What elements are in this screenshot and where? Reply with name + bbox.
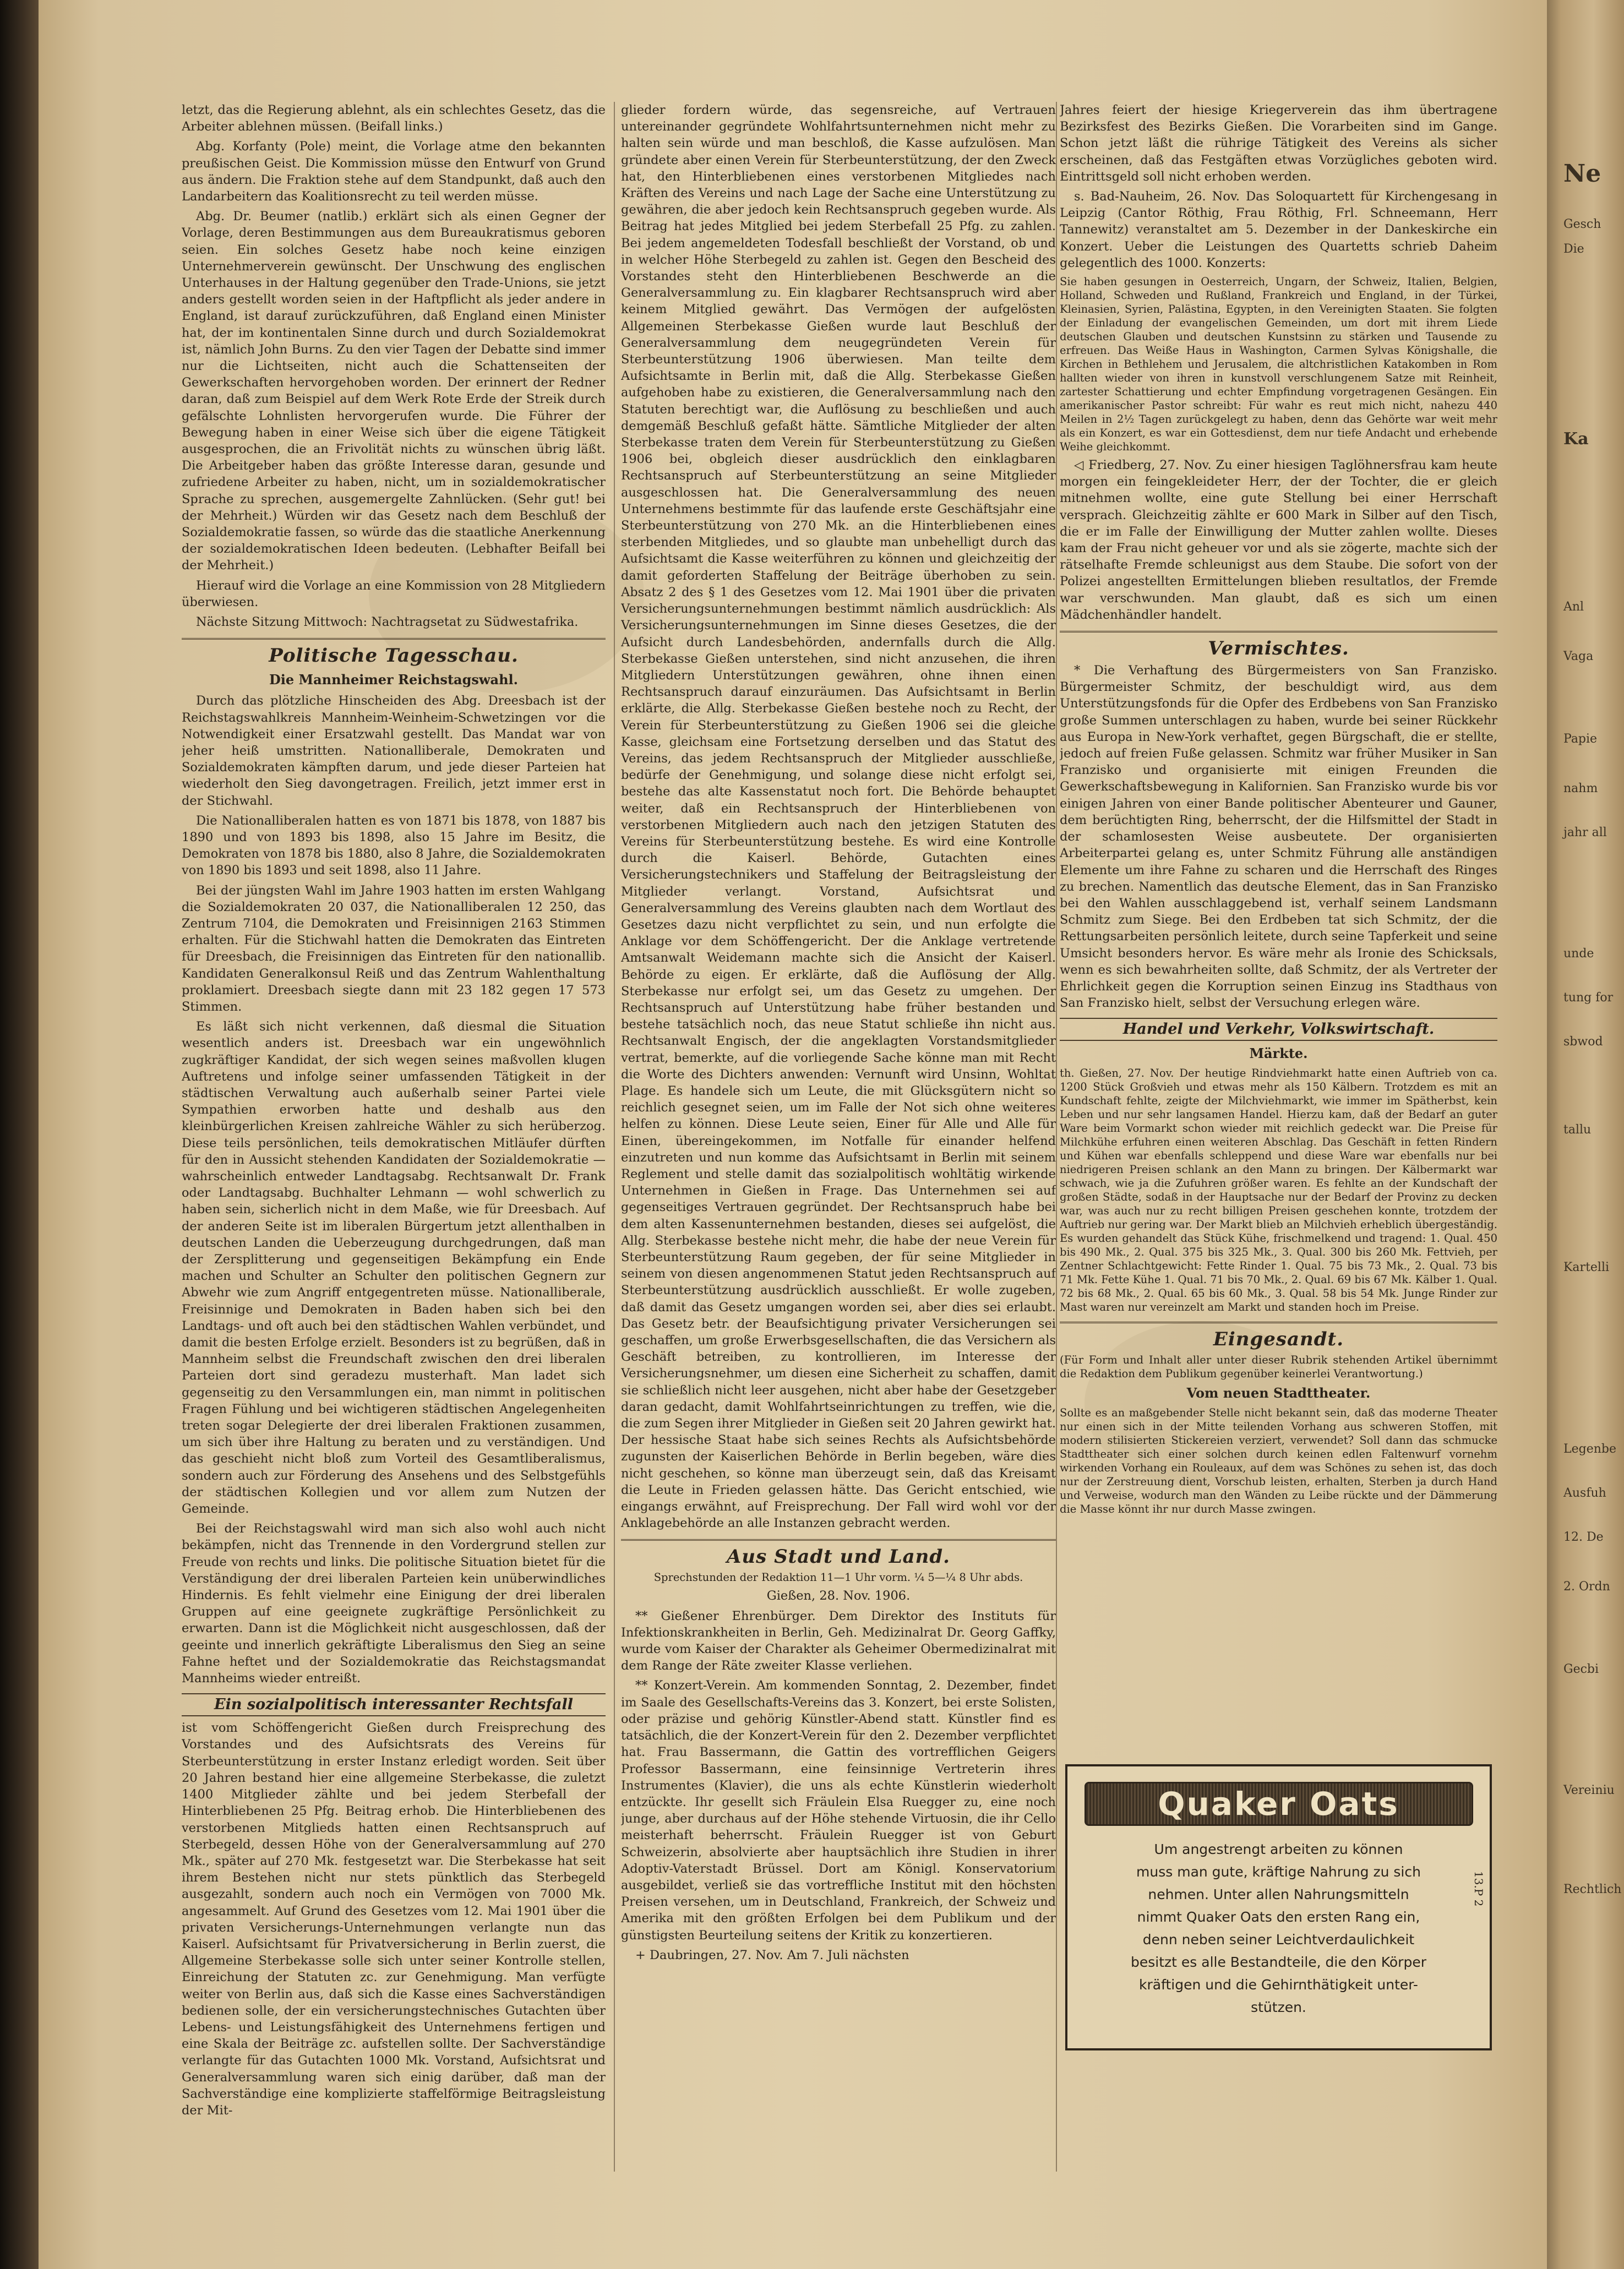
quaker-oats-advertisement <box>1065 1764 1492 2050</box>
article-paragraph: s. Bad-Nauheim, 26. Nov. Das Soloquartett für Kirchengesang in Leipzig (Cantor Röthig, Frau Röthig, Frl. Schneemann, Herr Tannewitz) veranstaltet am 5. Dezember in der Dankeskirche ein Konzert. Ueber die Leistungen des Quartetts schrieb Daheim gelegentlich des 1000. Konzerts: <box>1060 189 1497 270</box>
ad-line: kräftigen und die Gehirnthätigkeit unter- <box>1139 1977 1418 1993</box>
adjacent-fragment: jahr all <box>1563 826 1607 839</box>
market-report: th. Gießen, 27. Nov. Der heutige Rindviehmarkt hatte einen Auftrieb von ca. 1200 Stück Großvieh und etwas mehr als 150 Kälbern. Trotzdem es mit an Kundschaft fehlte, zeigte der Milchviehmarkt, wie immer im Spätherbst, kein Leben und nur sehr langsamen Handel. Hierzu kam, daß der Bedarf an guter Ware beim Vormarkt schon wieder mit reichlich gedeckt war. Die Preise für Milchkühe erfuhren einen weiteren Abschlag. Das Geschäft in fetten Rindern und Kühen war ebenfalls schleppend und diese Ware war ebenfalls nur bei niedrigeren Preisen schlank an den Mann zu bringen. Der Kälbermarkt war schwach, wie ja die Zufuhren größer waren. Es fehlte an der Kundschaft der großen Städte, sodaß in der Hauptsache nur der Bedarf der Provinz zu decken war, was auch nur zu recht billigen Preisen geschehen konnte, trotzdem der Auftrieb nur gering war. Der Markt blieb an Milchvieh erheblich übergeständig. Es wurden gehandelt das Stück Kühe, frischmelkend und tragend: 1. Qual. 450 bis 490 Mk., 2. Qual. 375 bis 325 Mk., 3. Qual. 300 bis 260 Mk. Fettvieh, per Zentner Schlachtgewicht: Fette Rinder 1. Qual. 75 bis 73 Mk., 2. Qual. 73 bis 71 Mk. Fette Kühe 1. Qual. 71 bis 70 Mk., 2. Qual. 69 bis 67 Mk. Kälber 1. Qual. 72 bis 68 Mk., 2. Qual. 65 bis 60 Mk., 3. Qual. 58 bis 54 Mk. Junge Rinder zur Mast waren nur vereinzelt am Markt und standen hoch im Preise. <box>1060 1067 1497 1314</box>
ad-line: muss man gute, kräftige Nahrung zu sich <box>1136 1864 1421 1880</box>
adjacent-fragment: tallu <box>1563 1123 1592 1137</box>
adjacent-fragment: nahm <box>1563 782 1598 795</box>
adjacent-fragment: Die <box>1563 242 1584 256</box>
adjacent-fragment: Papie <box>1563 732 1598 746</box>
article-paragraph: ◁ Friedberg, 27. Nov. Zu einer hiesigen Taglöhnersfrau kam heute morgen ein feingekleideter Herr, der der Tochter, die er gleich mitnehmen wollte, eine gute Stellung bei einer Herrschaft versprach. Gleichzeitig zählte er 600 Mark in Silber auf den Tisch, die er im Falle der Einwilligung der Mutter zahlen wollte. Dieses kam der Frau nicht geheuer vor und als sie zögerte, machte sich der rätselhafte Fremde schleunigst aus dem Staube. Die sofort von der Polizei angestellten Ermittelungen blieben resultatlos, der Fremde war verschwunden. Man glaubt, daß es sich um einen Mädchenhändler handelt. <box>1060 458 1497 622</box>
dateline: Gießen, 28. Nov. 1906. <box>766 1589 911 1603</box>
article-paragraph: Abg. Korfanty (Pole) meint, die Vorlage atme den bekannten preußischen Geist. Die Kommission müsse den Entwurf von Grund aus ändern. Die Fraktion stehe auf dem Standpunkt, daß auch den Landarbeitern das Koalitionsrecht zu teil werden müsse. <box>182 139 606 204</box>
article-paragraph: Nächste Sitzung Mittwoch: Nachtragsetat zu Südwestafrika. <box>196 615 579 630</box>
article-paragraph: ist vom Schöffengericht Gießen durch Freisprechung des Vorstandes und des Aufsichtsrats des Vereins für Sterbeunterstützung in erster Instanz erledigt worden. Seit über 20 Jahren bestand hier eine allgemeine Sterbekasse, die zuletzt 1400 Mitglieder zählte und bei jedem Sterbefall der Hinterbliebenen 25 Pfg. Beitrag erhob. Die Hinterbliebenen des verstorbenen Mitglieds hatten einen Rechtsanspruch auf Sterbegeld, dessen Höhe von der Generalversammlung auf 270 Mk., später auf 270 Mk. festgesetzt war. Die Sterbekasse hat seit ihrem Bestehen nicht nur stets pünktlich das Sterbegeld ausgezahlt, sondern auch noch ein Vermögen von 7000 Mk. angesammelt. Auf Grund des Gesetzes vom 12. Mai 1901 über die privaten Versicherungs-Unternehmungen verlangte nun das Kaiserl. Aufsichtsamt für Privatversicherung in Berlin zuerst, die Allgemeine Sterbekasse solle sich unter seiner Kontrolle stellen, Einreichung der Statuten zc. zur Genehmigung. Man verfügte weiter von Berlin aus, daß sich die Kasse eines Sachverständigen bedienen solle, der ein versicherungstechnisches Gutachten über Lebens- und Leistungsfähigkeit des Unternehmens fertigen und eine Skala der Beiträge zc. aufstellen sollte. Der Sachverständige verlangte für das Gutachten 1000 Mk. Vorstand, Aufsichtsrat und Generalversammlung waren sich einig darüber, daß man der Sachverständige eine komplizierte staffelförmige Beitragsleistung der Mit- <box>182 1721 606 2118</box>
column-rule <box>614 102 615 2172</box>
column-1 <box>182 102 606 2139</box>
advertisement-copy <box>1100 1838 1457 2019</box>
article-paragraph: Die Nationalliberalen hatten es von 1871 bis 1878, von 1887 bis 1890 und von 1893 bis 1898, also 15 Jahre im Besitz, die Demokraten von 1878 bis 1880, also 8 Jahre, die Sozialdemokraten von 1890 bis 1893 und seit 1898, also 11 Jahre. <box>182 813 606 878</box>
article-paragraph: ** Konzert-Verein. Am kommenden Sonntag, 2. Dezember, findet im Saale des Gesellschafts-Vereins das 3. Konzert, bei erste Solisten, oder präzise und gehörig Künstler-Abend statt. Künstler find es tatsächlich, die der Konzert-Verein für den 2. Dezember verpflichtet hat. Frau Bassermann, die Gattin des vortrefflichen Geigers Professor Bassermann, eine feinsinnige Vertreterin ihres Instrumentes (Klavier), die uns als echte Künstlerin wiederholt entzückte. Ihr gesellt sich Fräulein Elsa Ruegger zu, eine noch junge, aber durchaus auf der Höhe stehende Virtuosin, die ihr Cello meisterhaft beherrscht. Fräulein Ruegger ist von Geburt Schweizerin, absolvierte aber hauptsächlich ihre Studien in ihrer Adoptiv-Vaterstadt Brüssel. Dort am Königl. Konservatorium ausgebildet, verließ sie das vortreffliche Institut mit den höchsten Preisen versehen, um in Deutschland, Frankreich, der Schweiz und Amerika mit den größten Erfolgen bei dem Publikum und der günstigsten Beurteilung seitens der Kritik zu konzertieren. <box>621 1678 1056 1943</box>
adjacent-fragment: Ka <box>1563 429 1589 449</box>
adjacent-fragment: Ne <box>1563 160 1601 188</box>
section-title-politics: Politische Tagesschau. <box>182 638 606 668</box>
adjacent-fragment: tung for <box>1563 991 1614 1005</box>
subhead-theater: Vom neuen Stadttheater. <box>1186 1385 1371 1401</box>
advertisement-brand: Quaker Oats <box>1085 1782 1473 1826</box>
article-paragraph: * Die Verhaftung des Bürgermeisters von San Franzisko. Bürgermeister Schmitz, der beschuldigt wird, aus dem Unterstützungsfonds für die Opfer des Erdbebens von San Franzisko große Summen unterschlagen zu haben, wurde bei seiner Rückkehr aus Europa in New-York verhaftet, gegen Bürgschaft, die er stellte, jedoch auf freien Fuße gelassen. Schmitz war früher Musiker in San Franzisko und organisierte mit einigen Freunden die Gewerkschaftsbewegung in Kalifornien. San Franzisko wurde bis vor einigen Jahren von einer Bande politischer Abenteurer und Gauner, dem berüchtigten Ring, beherrscht, der die Hilfsmittel der Stadt in der schamlosesten Weise ausbeutete. Der organisierten Arbeiterpartei gelang es, unter Schmitz Führung alle anständigen Elemente um ihre Fahne zu scharen und die Herrschaft des Ringes zu brechen. Namentlich das deutsche Element, das in San Franzisko bei den Wahlen ausschlaggebend ist, verhalf seinem Landsmann Schmitz zum Siege. Bei den Erdbeben tat sich Schmitz, der die Rettungsarbeiten persönlich leitete, durch seine Tapferkeit und seine Umsicht besonders hervor. Es wäre mehr als Ironie des Schicksals, wenn es sich bewahrheiten sollte, daß Schmitz, der als Vertreter der Ehrlichkeit gegen die Korruption seinen Einzug ins Stadthaus von San Franzisko hielt, selbst der Versuchung erlegen wäre. <box>1060 663 1497 1011</box>
adjacent-page-edge <box>1547 0 1624 2269</box>
section-title-misc: Vermischtes. <box>1060 631 1497 661</box>
adjacent-fragment: Ausfuh <box>1563 1486 1606 1500</box>
column-rule <box>1056 102 1057 2172</box>
article-paragraph: Abg. Dr. Beumer (natlib.) erklärt sich als einen Gegner der Vorlage, deren Bestimmungen aus dem Bureaukratismus geboren seien. Ein solches Gesetz habe noch keine einzigen Unternehmerverein gewünscht. Der Unschwung des englischen Unterhauses in der Haltung gegenüber den Trade-Unions, sie jetzt anders gestellt worden seien in der Haftpflicht als jeder andere in England, ist darauf zurückzuführen, daß England einen Minister hat, der im kontinentalen Sinne durch und durch Sozialdemokrat ist, nämlich John Burns. Zu den vier Tagen der Debatte sind immer nur die Lichtseiten, nicht auch die Schattenseiten der Gewerkschaften hervorgehoben worden. Der erinnert der Redner daran, daß zum Beispiel auf dem Werk Rote Erde der Streik durch gefälschte Lohnlisten hervorgerufen wurde. Die Führer der Bewegung haben in einer Weise sich über die eigene Tätigkeit ausgesprochen, die an Frivolität nichts zu wünschen übrig läßt. Die Arbeitgeber haben das größte Interesse daran, gesunde und zufriedene Arbeiter zu haben, nicht, um in sozialdemokratischer Sprache zu sprechen, ausgemergelte Zahnlücken. (Sehr gut! bei der Mehrheit.) Würden wir das Gesetz nach dem Beschluß der Sozialdemokratie fassen, so würde das die staatliche Anerkennung der sozialdemokratischen Ideen bedeuten. (Lebhafter Beifall bei der Mehrheit.) <box>182 209 606 573</box>
article-paragraph: Hierauf wird die Vorlage an eine Kommission von 28 Mitgliedern überwiesen. <box>182 578 606 609</box>
adjacent-fragment: Rechtlich <box>1563 1883 1622 1896</box>
section-title-commerce: Handel und Verkehr, Volkswirtschaft. <box>1060 1018 1497 1041</box>
ad-line: stützen. <box>1251 1999 1306 2015</box>
adjacent-fragment: Anl <box>1563 600 1584 614</box>
ad-code: 13.P 2 <box>1472 1871 1485 1907</box>
office-hours: Sprechstunden der Redaktion 11—1 Uhr vorm. ¼ 5—¼ 8 Uhr abds. <box>653 1571 1023 1584</box>
adjacent-fragment: Legenbe <box>1563 1442 1617 1456</box>
adjacent-fragment: 2. Ordn <box>1563 1580 1610 1594</box>
section-title-legal-case: Ein sozialpolitisch interessanter Rechtsfall <box>182 1693 606 1716</box>
adjacent-fragment: sbwod <box>1563 1035 1603 1049</box>
editorial-disclaimer: (Für Form und Inhalt aller unter dieser Rubrik stehenden Artikel übernimmt die Redaktion dem Publikum gegenüber keinerlei Verantwortung.) <box>1060 1354 1497 1381</box>
article-paragraph: Bei der jüngsten Wahl im Jahre 1903 hatten im ersten Wahlgang die Sozialdemokraten 20 037, die Nationalliberalen 12 250, das Zentrum 7104, die Demokraten und Freisinnigen 2163 Stimmen erhalten. Für die Stichwahl hatten die Demokraten das Eintreten für Dreesbach, die Freisinnigen das Eintreten für den nationallib. Kandidaten Generalkonsul Reiß und das Zentrum Wahlenthaltung proklamiert. Dreesbach siegte dann mit 23 182 gegen 17 573 Stimmen. <box>182 883 606 1014</box>
adjacent-fragment: Vaga <box>1563 650 1594 663</box>
article-paragraph: Durch das plötzliche Hinscheiden des Abg. Dreesbach ist der Reichstagswahlkreis Mannheim-Weinheim-Schwetzingen vor die Notwendigkeit einer Ersatzwahl gestellt. Das Mandat war von jeher heiß umstritten. Nationalliberale, Demokraten und Sozialdemokraten kämpften darum, und jede dieser Parteien hat wiederholt den Sieg davongetragen. Freilich, jetzt immer erst in der Stichwahl. <box>182 694 606 808</box>
ad-line: denn neben seiner Leichtverdaulichkeit <box>1142 1932 1415 1948</box>
article-headline: Die Mannheimer Reichstagswahl. <box>269 672 519 688</box>
adjacent-fragment: 12. De <box>1563 1530 1604 1544</box>
adjacent-fragment: unde <box>1563 947 1594 961</box>
ad-line: nimmt Quaker Oats den ersten Rang ein, <box>1137 1909 1420 1925</box>
adjacent-fragment: Kartelli <box>1563 1261 1610 1274</box>
ad-line: besitzt es alle Bestandteile, die den Körper <box>1131 1954 1426 1970</box>
adjacent-fragment: Gesch <box>1563 217 1601 231</box>
ad-line: Um angestrengt arbeiten zu können <box>1154 1841 1403 1857</box>
section-title-local: Aus Stadt und Land. <box>621 1539 1056 1569</box>
column-2 <box>621 102 1056 2172</box>
subhead-markets: Märkte. <box>1249 1045 1308 1062</box>
article-paragraph: ** Gießener Ehrenbürger. Dem Direktor des Instituts für Infektionskrankheiten in Berlin, Geh. Medizinalrat Dr. Georg Gaffky, wurde vom Kaiser der Charakter als Geheimer Obermedizinalrat mit dem Range der Räte zweiter Klasse verliehen. <box>621 1608 1056 1673</box>
article-paragraph: Es läßt sich nicht verkennen, daß diesmal die Situation wesentlich anders ist. Dreesbach war ein ungewöhnlich zugkräftiger Kandidat, der sich wegen seines maßvollen klugen Auftretens und infolge seiner umfassenden Tätigkeit in der städtischen Verwaltung auch außerhalb seiner Partei viele Sympathien erworben hatte und deshalb aus den kleinbürgerlichen Kreisen zahlreiche Wähler zu sich herüberzog. Diese teils persönlichen, teils demokratischen Mitläufer dürften für den in Aussicht stehenden Kandidaten der Sozialdemokratie — wahrscheinlich entweder Landtagsabg. Rechtsanwalt Dr. Frank oder Landtagsabg. Buchhalter Lehmann — wohl schwerlich zu haben sein, sicherlich nicht in dem Maße, wie für Dreesbach. Auf der anderen Seite ist im liberalen Bürgertum jetzt allenthalben in deutschen Landen die Ueberzeugung durchgedrungen, daß man der Zersplitterung und gegenseitigen Bekämpfung ein Ende machen und Schulter an Schulter den politischen Gegnern zur Abwehr wie zum Angriff entgegentreten müsse. Nationalliberale, Freisinnige und Demokraten in Baden haben sich bei den Landtags- und oft auch bei den städtischen Wahlen verbündet, und damit die besten Erfolge erzielt. Besonders ist zu begrüßen, daß in Mannheim selbst die Freundschaft zwischen den drei liberalen Parteien dort sind geradezu musterhaft. Man ladet sich gegenseitig zu den Versammlungen ein, man nimmt in politischen Fragen Fühlung und bei wichtigeren städtischen Angelegenheiten treten sogar Delegierte der drei liberalen Fraktionen zusammen, um sich über ihre Haltung zu beraten und zu verständigen. Und das geschieht nicht bloß zum Vorteil des Gesamtliberalismus, sondern auch zur Förderung des Ansehens und des Selbstgefühls der städtischen Kollegien und vor allem zum Nutzen der Gemeinde. <box>182 1019 606 1517</box>
adjacent-fragment: Gecbi <box>1563 1662 1599 1676</box>
article-paragraph: + Daubringen, 27. Nov. Am 7. Juli nächsten <box>635 1948 909 1962</box>
column-3 <box>1060 102 1497 1863</box>
article-paragraph: Bei der Reichstagswahl wird man sich also wohl auch nicht bekämpfen, nicht das Trennende in den Vordergrund stellen zur Freude von rechts und links. Die politische Situation bietet für die Verständigung der drei liberalen Parteien kein unüberwindliches Hindernis. Es fehlt vielmehr eine Einigung der drei liberalen Gruppen auf eine geeignete zugkräftige Persönlichkeit zu erwarten. Dann ist die Möglichkeit nicht ausgeschlossen, daß der geeinte und innerlich gekräftigte Liberalismus den Sieg an seine Fahne heftet und der Sozialdemokratie das Reichstagsmandat Mannheims wieder entreißt. <box>182 1521 606 1686</box>
adjacent-fragment: Vereiniu <box>1563 1783 1615 1797</box>
section-title-letters: Eingesandt. <box>1060 1322 1497 1352</box>
book-binding <box>0 0 39 2269</box>
article-paragraph: letzt, das die Regierung ablehnt, als ein schlechtes Gesetz, das die Arbeiter ablehnen müssen. (Beifall links.) <box>182 103 606 134</box>
ad-line: nehmen. Unter allen Nahrungsmitteln <box>1148 1886 1409 1902</box>
article-paragraph: Sollte es an maßgebender Stelle nicht bekannt sein, daß das moderne Theater nur einen sich in der Mitte teilenden Vorhang aus schweren Stoffen, mit modern stilisierten Stickereien verziert, verwendet? Soll dann das schmucke Stadttheater sich einer solchen durch keinen edlen Faltenwurf vornehm wirkenden Vorhang ein Rouleaux, auf dem was Schönes zu sehen ist, das doch nur der Zerstreuung dient, Vorschub leisten, erhalten, Sterben ja durch Hand und Verweise, wodurch man den Wänden zu Leibe rückte und der Dämmerung die Masse könnt ihr nur durch Masse zwingen. <box>1060 1406 1497 1516</box>
article-quote: Sie haben gesungen in Oesterreich, Ungarn, der Schweiz, Italien, Belgien, Holland, Schweden und Rußland, Frankreich und England, in der Türkei, Kleinasien, Syrien, Palästina, Egypten, in den Vereinigten Staaten. Sie folgten der Einladung der evangelischen Gemeinden, um dort mit ihrem Liede deutschen Glauben und deutschen Kunstsinn zu stärken und Tausende zu erfreuen. Das Weiße Haus in Washington, Carmen Sylvas Königshalle, die Kirchen in Bethlehem und Jerusalem, die altchristlichen Katakomben in Rom hallten wieder von ihren in kunstvoll verschlungenem Satze mit Reinheit, zartester Schattierung und echter Empfindung vorgetragenen Gesängen. Ein amerikanischer Pastor schreibt: Für wahr es reut mich nicht, nahezu 440 Meilen in 2½ Tagen zurückgelegt zu haben, denn das Gehörte war weit mehr als ein Konzert, es war ein Gottesdienst, dem nur tiefe Andacht und erhebende Weihe gleichkommt. <box>1060 275 1497 454</box>
article-paragraph: Jahres feiert der hiesige Kriegerverein das ihm übertragene Bezirksfest des Bezirks Gießen. Die Vorarbeiten sind im Gange. Schon jetzt läßt die rührige Tätigkeit des Vereins als sicher erscheinen, daß das Festgäften etwas Vorzügliches geboten wird. Eintrittsgeld soll nicht erhoben werden. <box>1060 103 1497 184</box>
article-paragraph: glieder fordern würde, das segensreiche, auf Vertrauen untereinander gegründete Wohlfahrtsunternehmen nicht mehr zu halten sein würde und man beschloß, die Kasse aufzulösen. Man gründete aber einen Verein für Sterbeunterstützung, der den Zweck hat, den Hinterbliebenen eines verstorbenen Mitgliedes nach Kräften des Vereins und nach Lage der Sache eine Unterstützung zu gewähren, die aber jedoch kein Rechtsanspruch gegeben wurde. Als Beitrag hat jedes Mitglied bei jedem Sterbefall 25 Pfg. zu zahlen. Bei jedem angemeldeten Todesfall beschließt der Vorstand, ob und in welcher Höhe Sterbegeld zu zahlen ist. Gegen den Bescheid des Vorstandes steht den Hinterbliebenen Beschwerde an die Generalversammlung zu. Ein klagbarer Rechtsanspruch wird aber keinem Mitglied gewährt. Das Vermögen der aufgelösten Allgemeinen Sterbekasse Gießen wurde laut Beschluß der Generalversammlung dem neugegründeten Verein für Sterbeunterstützung 1906 überwiesen. Man teilte dem Aufsichtsamte in Berlin mit, daß die Allg. Sterbekasse Gießen aufgehoben habe zu existieren, die Generalversammlung nach den Statuten berechtigt war, die Auflösung zu beschließen und auch demgemäß Beschluß gefaßt hätte. Sämtliche Mitglieder der alten Sterbekasse traten dem Verein für Sterbeunterstützung zu Gießen 1906 bei, obgleich dieser ausdrücklich den einklagbaren Rechtsanspruch auf Sterbeunterstützung an seine Mitglieder ausgeschlossen hat. Die Generalversammlung des neuen Unternehmens bestimmte für das laufende erste Geschäftsjahr eine Sterbeunterstützung von 270 Mk. an die Hinterbliebenen eines sterbenden Mitgliedes, und so glaubte man unbehelligt durch das Aufsichtsamt die Kasse weiterführen zu können und gleichzeitig der damit geforderten Staffelung der Beiträge überhoben zu sein. Absatz 2 des § 1 des Gesetzes vom 12. Mai 1901 über die privaten Versicherungsunternehmungen bestimmt nämlich ausdrücklich: Als Versicherungsunternehmungen im Sinne dieses Gesetzes, die der Aufsicht durch Landesbehörden, andernfalls durch die Allg. Sterbekasse Gießen unterstehen, sind nicht anzusehen, die ihren Mitgliedern Unterstützungen gewähren, ohne ihnen einen Rechtsanspruch darauf einzuräumen. Das Aufsichtsamt in Berlin erklärte, die Allg. Sterbekasse Gießen bestehe noch zu Recht, der Verein für Sterbeunterstützung zu Gießen 1906 sei die gleiche Kasse, gleichsam eine Fortsetzung derselben und das Statut des Vereins, das jedem Rechtsanspruch der Mitglieder ausschließe, bedürfe der Genehmigung, und solange diese nicht erfolgt sei, bestehe das alte Kassenstatut noch fort. Die Behörde behauptet weiter, daß ein Rechtsanspruch der Hinterbliebenen von verstorbenen Mitgliedern auch nach den jetzigen Statuten des Vereins für Sterbeunterstützung bestehe. Es wird eine Kontrolle durch die Kaiserl. Behörde, Gutachten eines Versicherungstechnikers und Staffelung der Beitragsleistung der Mitglieder verlangt. Vorstand, Aufsichtsrat und Generalversammlung des Vereins glaubten nach dem Wortlaut des Gesetzes dazu nicht verpflichtet zu sein, und nun erfolgte die Anklage vor dem Schöffengericht. Der die Anklage vertretende Amtsanwalt Weidemann machte sich die Ansicht der Kaiserl. Behörde zu eigen. Er erklärte, daß die Auflösung der Allg. Sterbekasse nur erfolgt sei, um das Gesetz zu umgehen. Der Rechtsanspruch auf Unterstützung habe früher bestanden und bestehe tatsächlich noch, das neue Statut schließe ihn nicht aus. Rechtsanwalt Engisch, der die angeklagten Vorstandsmitglieder vertrat, bemerkte, auf die vorliegende Sache könne man mit Recht die Worte des Dichters anwenden: Vernunft wird Unsinn, Wohltat Plage. Es handele sich um Leute, die mit Glücksgütern nicht so reichlich gesegnet seien, um im Falle der Not sich ohne weiteres helfen zu können. Diese Leute seien, Einer für Alle und Alle für Einen, übereingekommen, im Notfalle für einander helfend einzutreten und nun komme das Aufsichtsamt in Berlin mit seinem Reglement und stelle damit das sozialpolitisch wohltätig wirkende Unternehmen in Gießen in Frage. Das Unternehmen sei auf gegenseitiges Vertrauen gegründet. Der Rechtsanspruch habe bei dem alten Kassenunternehmen bestanden, dieses sei aufgelöst, die Allg. Sterbekasse bestehe nicht mehr, die habe der neue Verein für Sterbeunterstützung Raum gegeben, der für seine Mitglieder in seinem von diesen angenommenen Statut jeden Rechtsanspruch auf Sterbeunterstützung ausdrücklich ausschließt. Er wolle zugeben, daß damit das Gesetz umgangen worden sei, aber dies sei erlaubt. Das Gesetz betr. der Beaufsichtigung privater Versicherungen sei geschaffen, um große Erwerbsgesellschaften, die das Versichern als Geschäft betreiben, zu kontrollieren, im Interesse der Versicherungsnehmer, um diesen eine Sicherheit zu schaffen, damit sie schließlich nicht leer ausgehen, nicht aber habe der Gesetzgeber daran gedacht, damit Wohlfahrtseinrichtungen zu treffen, wie die, die zum Segen ihrer Mitglieder in Gießen seit 20 Jahren gewirkt hat. Der hessische Staat habe sich seines Rechts als Aufsichtsbehörde zugunsten der Kaiserlichen Behörde in Berlin begeben, wäre dies nicht geschehen, so könne man überzeugt sein, daß das Kreisamt die Leute in Frieden gelassen hätte. Das Gericht entschied, wie eingangs erwähnt, auf Freisprechung. Der Fall wird wohl vor der Anklagebehörde an alle Instanzen gebracht werden. <box>621 103 1056 1531</box>
